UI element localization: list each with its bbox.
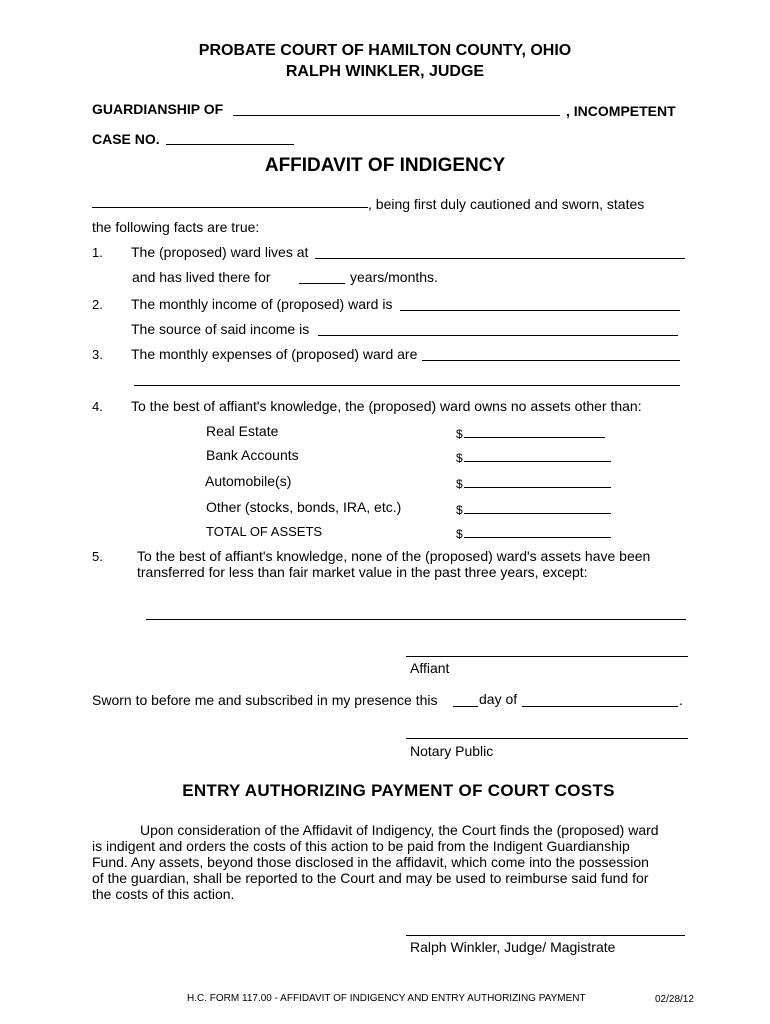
sworn-statement: , being first duly cautioned and sworn, states [368, 196, 645, 212]
duration-unit-label: years/months. [350, 269, 438, 285]
facts-intro: the following facts are true: [92, 219, 260, 235]
incompetent-label: , INCOMPETENT [566, 103, 676, 119]
affiant-signature-field[interactable] [406, 656, 688, 657]
notary-signature-field[interactable] [406, 738, 688, 739]
dollar-sign: $ [456, 503, 463, 517]
form-footer: H.C. FORM 117.00 - AFFIDAVIT OF INDIGENCY AND ENTRY AUTHORIZING PAYMENT [187, 993, 586, 1004]
expenses-field[interactable] [422, 360, 680, 361]
form-date: 02/28/12 [655, 994, 694, 1005]
entry-paragraph-line-5: the costs of this action. [92, 886, 235, 902]
dollar-sign: $ [456, 451, 463, 465]
dollar-sign: $ [456, 527, 463, 541]
affidavit-title: AFFIDAVIT OF INDIGENCY [264, 155, 506, 176]
affiant-name-field[interactable] [92, 207, 368, 208]
dollar-sign: $ [456, 427, 463, 441]
day-field[interactable] [453, 706, 478, 707]
residence-address-field[interactable] [315, 258, 685, 259]
sworn-before-text: Sworn to before me and subscribed in my presence this [92, 692, 438, 708]
entry-title: ENTRY AUTHORIZING PAYMENT OF COURT COSTS [182, 781, 615, 800]
judge-signature-field[interactable] [406, 935, 685, 936]
notary-label: Notary Public [410, 743, 494, 759]
day-of-label: day of [479, 691, 518, 707]
income-source-field[interactable] [318, 335, 678, 336]
residence-label: The (proposed) ward lives at [131, 244, 309, 260]
guardianship-name-field[interactable] [233, 115, 560, 116]
judge-signature-label: Ralph Winkler, Judge/ Magistrate [410, 939, 616, 955]
income-source-label: The source of said income is [131, 321, 310, 337]
affiant-label: Affiant [410, 660, 450, 676]
item-number: 2. [92, 297, 103, 312]
asset-label-automobiles: Automobile(s) [205, 473, 292, 489]
item-number: 5. [92, 549, 103, 564]
duration-field[interactable] [299, 283, 345, 284]
assets-intro: To the best of affiant's knowledge, the (proposed) ward owns no assets other than: [131, 398, 642, 414]
asset-value-total[interactable] [464, 537, 611, 538]
court-title: PROBATE COURT OF HAMILTON COUNTY, OHIO [198, 42, 572, 59]
asset-label-total: TOTAL OF ASSETS [206, 524, 323, 539]
case-no-label: CASE NO. [92, 131, 160, 147]
item-number: 1. [92, 245, 103, 260]
asset-label-real-estate: Real Estate [206, 423, 279, 439]
transfer-statement-line-2: transferred for less than fair market value in the past three years, except: [137, 564, 588, 580]
entry-paragraph-line-1: Upon consideration of the Affidavit of Indigency, the Court finds the (proposed) ward [140, 822, 659, 838]
month-year-field[interactable] [522, 706, 678, 707]
asset-value-bank-accounts[interactable] [464, 461, 611, 462]
period: . [679, 692, 683, 708]
expenses-label: The monthly expenses of (proposed) ward are [131, 346, 418, 362]
entry-paragraph-line-4: of the guardian, shall be reported to the Court and may be used to reimburse said fund for [92, 870, 649, 886]
asset-value-automobiles[interactable] [464, 487, 611, 488]
income-field[interactable] [400, 310, 680, 311]
asset-value-other[interactable] [464, 513, 611, 514]
item-number: 4. [92, 399, 103, 414]
expenses-extra-field[interactable] [134, 385, 680, 386]
transfer-statement-line-1: To the best of affiant's knowledge, none of the (proposed) ward's assets have been [137, 548, 651, 564]
asset-label-other: Other (stocks, bonds, IRA, etc.) [206, 499, 402, 515]
asset-value-real-estate[interactable] [464, 437, 605, 438]
entry-paragraph-line-2: is indigent and orders the costs of this action to be paid from the Indigent Guardianship [92, 838, 630, 854]
item-number: 3. [92, 347, 103, 362]
case-no-field[interactable] [166, 144, 294, 145]
asset-label-bank-accounts: Bank Accounts [206, 447, 299, 463]
judge-title: RALPH WINKLER, JUDGE [285, 63, 485, 80]
entry-paragraph-line-3: Fund. Any assets, beyond those disclosed in the affidavit, which come into the possession [92, 854, 649, 870]
guardianship-label: GUARDIANSHIP OF [92, 101, 224, 117]
duration-label: and has lived there for [132, 269, 271, 285]
income-label: The monthly income of (proposed) ward is [131, 296, 393, 312]
transfer-exceptions-field[interactable] [146, 619, 686, 620]
dollar-sign: $ [456, 477, 463, 491]
